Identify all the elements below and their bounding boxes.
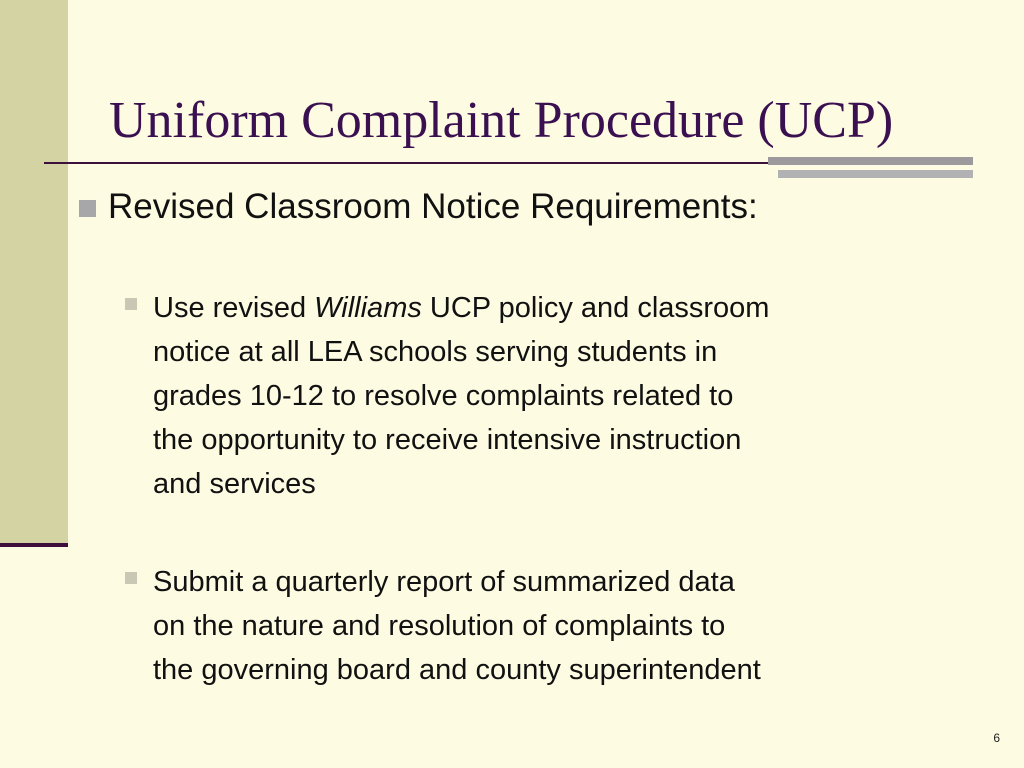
side-bar-decoration (0, 0, 68, 544)
text-line: grades 10-12 to resolve complaints related to (153, 380, 734, 412)
text-segment: UCP policy and classroom (421, 292, 770, 324)
sub-bullet-text (153, 286, 953, 506)
sub-bullet-quarterly-report (125, 560, 953, 692)
text-line: the governing board and county superintendent (153, 654, 761, 686)
emphasized-text: Williams (314, 292, 422, 324)
side-rule-decoration (0, 543, 68, 547)
text-line (153, 286, 953, 330)
accent-bar-light (778, 170, 973, 178)
square-bullet-icon (125, 572, 137, 584)
sub-bullet-williams-policy (125, 286, 953, 506)
square-bullet-icon (79, 200, 96, 217)
text-segment: Use revised (153, 292, 315, 324)
text-line: and services (153, 468, 316, 500)
square-bullet-icon (125, 298, 137, 310)
text-line: Submit a quarterly report of summarized data (153, 566, 735, 598)
main-bullet-text: Revised Classroom Notice Requirements: (108, 187, 758, 226)
text-line: notice at all LEA schools serving students in (153, 336, 718, 368)
title-underline (44, 162, 770, 164)
sub-bullet-text (153, 560, 953, 692)
page-number: 6 (993, 731, 1000, 745)
accent-bar-dark (768, 157, 973, 165)
text-line: on the nature and resolution of complaints to (153, 610, 726, 642)
text-line: the opportunity to receive intensive instruction (153, 424, 742, 456)
main-bullet (79, 187, 758, 227)
slide-title: Uniform Complaint Procedure (UCP) (109, 92, 894, 149)
